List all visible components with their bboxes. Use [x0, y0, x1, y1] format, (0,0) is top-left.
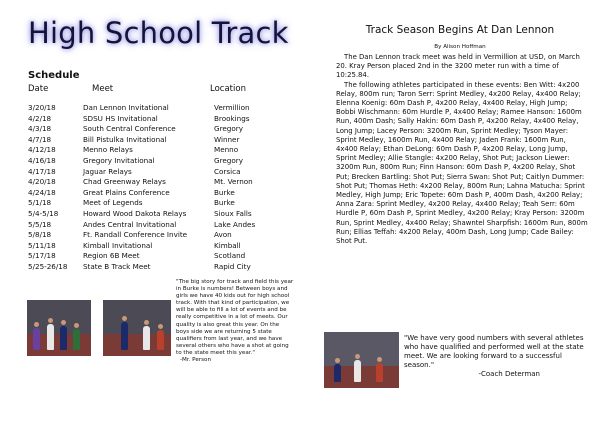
- schedule-location: Scotland: [214, 251, 246, 261]
- schedule-location: Rapid City: [214, 261, 251, 271]
- quote-text: "We have very good numbers with several athletes who have qualified and performed well at the state meet. We are looking forward to a successful season.": [404, 334, 584, 370]
- schedule-row: [28, 209, 288, 220]
- schedule-location: Menno: [214, 145, 239, 155]
- schedule-date: 4/12/18: [28, 145, 56, 155]
- schedule-location: Burke: [214, 198, 235, 208]
- schedule-row: [28, 230, 288, 241]
- schedule-date: 4/2/18: [28, 113, 52, 123]
- schedule-location: Kimball: [214, 240, 241, 250]
- schedule-row: [28, 220, 288, 231]
- schedule-date: 5/4-5/18: [28, 208, 59, 218]
- photo-runners-right: [103, 300, 171, 356]
- photo-runners-left: [27, 300, 91, 356]
- photo-track-meet: [324, 332, 399, 388]
- schedule-row: [28, 156, 288, 167]
- schedule-location: Brookings: [214, 113, 250, 123]
- schedule-date: 5/1/18: [28, 198, 52, 208]
- article-byline: By Alison Hoffman: [434, 44, 486, 50]
- schedule-date: 4/20/18: [28, 177, 56, 187]
- schedule-location: Avon: [214, 230, 232, 240]
- schedule-row: [28, 177, 288, 188]
- article-paragraph: The following athletes participated in these events: Ben Witt: 4x200 Relay, 800m run; Taron Serr: Sprint Medley, 4x200 Relay, 4x400 Relay; Elenna Koenig: 60m Dash P, 4x200 Relay, 4x400 Relay, High Jump; Bobbi Wischmann: 60m Hurdle P, 4x400 Relay; Ramee Hanson: 1600m Run, 400m Dash; Sally Hakin: 60m Dash P, 4x200 Relay, 4x400 Relay, Long Jump; Lacey Person: 3200m Run, Sprint Medley; Tyson Mayer: Sprint Medley, 1600m Run, 4x400 Relay; Jaden Frank: 1600m Run, 4x400 Relay; Ethan DeLong: 60m Dash P, 4x200 Relay, Long Jump, Sprint Medley; Allie Stangle: 4x200 Relay, Shot Put; Jackson Liewer: 3200m Run, 800m Run; Finn Hanson: 60m Dash P, 4x200 Relay, Shot Put; Brecken Bartling: Shot Put; Sierra Swan: Shot Put; Caitlyn Dummer: Shot Put; Thomas Heth: 4x200 Relay, 800m Run; Lahna Matucha: Sprint Medley, High Jump; Eric Topete: 60m Dash P, 400m Dash, 4x200 Relay; Anna Zara: Sprint Medley, 4x200 Relay, 4x400 Relay; Teah Serr: 60m Hurdle P, 60m Dash P, Sprint Medley, 4x200 Relay; Kray Person: 3200m Run, Sprint Medley, 4x400 Relay; Shawntel Sharpfish: 1600m Run, 800m Run; Ellias Teffah: 4x200 Relay, 400m Dash, Long Jump; Cade Bailey: Shot Put.: [336, 80, 588, 246]
- schedule-heading: Schedule: [28, 70, 80, 81]
- schedule-meet: Howard Wood Dakota Relays: [83, 208, 187, 218]
- schedule-column-headers: [28, 84, 288, 96]
- schedule-row: [28, 198, 288, 209]
- schedule-row: [28, 145, 288, 156]
- schedule-row: [28, 114, 288, 125]
- schedule-row: [28, 135, 288, 146]
- schedule-location: Sioux Falls: [214, 208, 252, 218]
- article-title: Track Season Begins At Dan Lennon: [365, 24, 555, 36]
- schedule-meet: State B Track Meet: [83, 261, 151, 271]
- schedule-date: 5/8/18: [28, 230, 52, 240]
- schedule-meet: SDSU HS Invitational: [83, 113, 158, 123]
- schedule-row: [28, 262, 288, 273]
- schedule-meet: Ft. Randall Conference Invite: [83, 230, 188, 240]
- schedule-meet: Gregory Invitational: [83, 155, 155, 165]
- schedule-meet: Menno Relays: [83, 145, 133, 155]
- schedule-date: 4/24/18: [28, 187, 56, 197]
- schedule-meet: Jaguar Relays: [83, 166, 132, 176]
- schedule-table: [28, 103, 288, 273]
- schedule-row: [28, 251, 288, 262]
- page-title: High School Track: [28, 16, 289, 50]
- coach-quote-right: [404, 334, 588, 379]
- article-paragraph: The Dan Lennon track meet was held in Vermillion at USD, on March 20. Kray Person placed 2nd in the 3200 meter run with a time of 10:25.84.: [336, 53, 580, 80]
- schedule-meet: Dan Lennon Invitational: [83, 103, 169, 112]
- schedule-location: Mt. Vernon: [214, 177, 253, 187]
- column-meet: Meet: [92, 84, 114, 94]
- quote-attribution: -Coach Determan: [478, 370, 540, 379]
- schedule-meet: Bill Pistulka Invitational: [83, 134, 167, 144]
- schedule-meet: Great Plains Conference: [83, 187, 170, 197]
- schedule-meet: Kimball Invitational: [83, 240, 153, 250]
- schedule-meet: Andes Central Invitational: [83, 219, 177, 229]
- schedule-meet: Chad Greenway Relays: [83, 177, 166, 187]
- schedule-row: [28, 241, 288, 252]
- column-location: Location: [210, 84, 246, 94]
- schedule-date: 5/5/18: [28, 219, 52, 229]
- schedule-row: [28, 167, 288, 178]
- schedule-date: 5/25-26/18: [28, 261, 68, 271]
- schedule-date: 4/17/18: [28, 166, 56, 176]
- schedule-meet: Meet of Legends: [83, 198, 143, 208]
- schedule-date: 4/3/18: [28, 124, 52, 134]
- schedule-meet: Region 6B Meet: [83, 251, 140, 261]
- quote-text: "The big story for track and field this year in Burke is numbers! Between boys and girls we have 40 kids out for high school track. With that kind of participation, we will be able to fill a lot of events and be really competitive in a lot of meets. Our quality is also great this year. On the boys side we are returning 5 state qualifiers from last year, and we have several others who have a shot at going to the state meet this year.": [176, 279, 294, 356]
- schedule-date: 5/11/18: [28, 240, 56, 250]
- schedule-row: [28, 103, 288, 114]
- schedule-row: [28, 188, 288, 199]
- schedule-date: 5/17/18: [28, 251, 56, 261]
- schedule-location: Gregory: [214, 124, 243, 134]
- schedule-location: Burke: [214, 187, 235, 197]
- schedule-meet: South Central Conference: [83, 124, 176, 134]
- schedule-date: 4/7/18: [28, 134, 52, 144]
- schedule-location: Vermillion: [214, 103, 250, 112]
- article-body: [336, 53, 588, 246]
- schedule-location: Lake Andes: [214, 219, 256, 229]
- schedule-location: Corsica: [214, 166, 241, 176]
- coach-quote-left: [176, 279, 294, 364]
- schedule-date: 3/20/18: [28, 103, 56, 112]
- schedule-row: [28, 124, 288, 135]
- schedule-date: 4/16/18: [28, 155, 56, 165]
- schedule-location: Gregory: [214, 155, 243, 165]
- quote-attribution: -Mr. Person: [180, 357, 211, 364]
- schedule-location: Winner: [214, 134, 240, 144]
- column-date: Date: [28, 84, 49, 94]
